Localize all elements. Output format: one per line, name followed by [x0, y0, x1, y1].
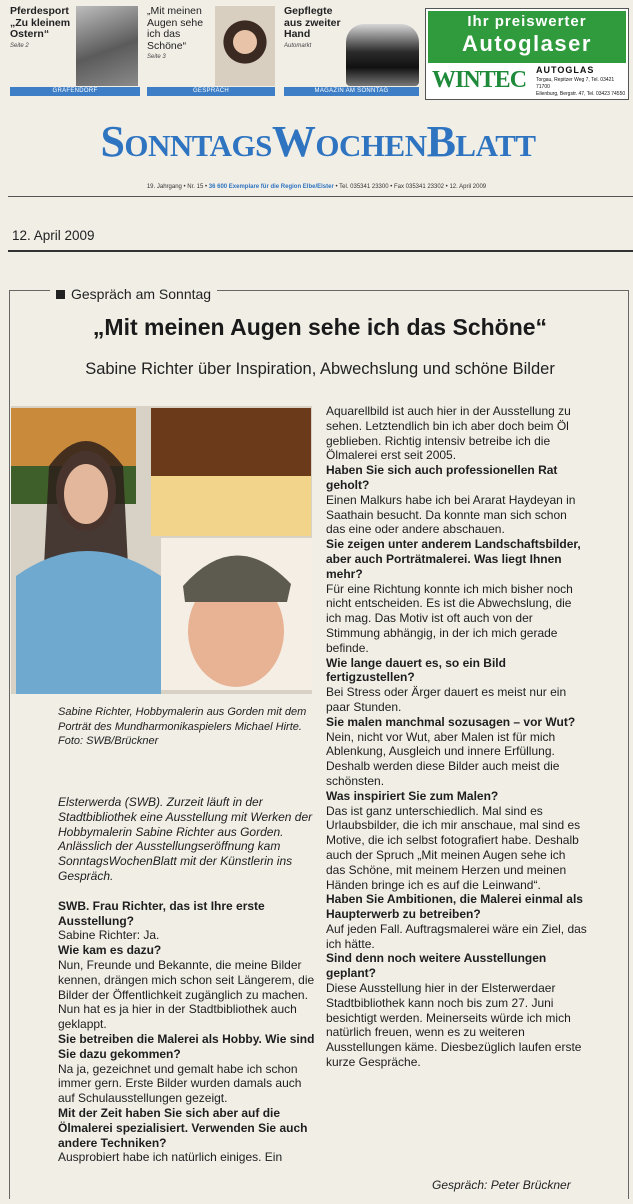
interview-question: Sind denn noch weitere Ausstellungen geplant?: [326, 951, 547, 981]
ad-subtitle: AUTOGLAS: [536, 65, 595, 75]
article-photo-illustration: [11, 406, 312, 694]
interview-answer: Sabine Richter: Ja.: [58, 928, 160, 943]
issue-date: 12. April 2009: [12, 228, 95, 243]
teaser-section: GRÄFENDORF: [10, 87, 140, 96]
interview-answer: Einen Malkurs habe ich bei Ararat Haydeyan in Saathain besucht. Da konnte man sich schon das eine oder andere abschauen.: [326, 492, 576, 537]
interview-question: Sie betreiben die Malerei als Hobby. Wie sind Sie dazu gekommen?: [58, 1031, 315, 1061]
ad-address-line: Eilenburg, Bergstr. 47, Tel. 03423 74550: [536, 91, 626, 97]
photo-caption: Sabine Richter, Hobbymalerin aus Gorden mit dem Porträt des Mundharmonikaspielers Michael Hirte. Foto: SWB/Brückner: [58, 706, 307, 747]
interview-answer: Auf jeden Fall. Auftragsmalerei wäre ein Ziel, das ich hätte.: [326, 921, 587, 951]
interview-question: Sie zeigen unter anderem Landschaftsbilder, aber auch Porträtmalerei. Was liegt Ihnen mehr?: [326, 537, 581, 581]
interview-answer: Ausprobiert habe ich natürlich einiges. Ein: [58, 1150, 283, 1165]
interview-question: Mit der Zeit haben Sie sich aber auf die Ölmalerei spezialisiert. Verwenden Sie auch andere Techniken?: [58, 1105, 308, 1150]
teaser-page: Seite 2: [10, 42, 29, 49]
imprint-text: • Tel. 035341 23300 • Fax 035341 23302 • 12. April 2009: [335, 184, 487, 190]
article-column-right: [326, 404, 588, 1070]
teaser-page: Seite 3: [147, 54, 166, 60]
ad-banner: [428, 11, 626, 63]
divider: [8, 196, 633, 197]
teaser-section: GESPRÄCH: [147, 87, 275, 96]
interview-question: Wie kam es dazu?: [58, 943, 162, 958]
interview-question: Haben Sie Ambitionen, die Malerei einmal als Haupterwerb zu betreiben?: [326, 892, 583, 922]
horses-photo: [76, 6, 138, 86]
interview-question: Haben Sie sich auch professionellen Rat geholt?: [326, 463, 558, 492]
article-headline: „Mit meinen Augen sehe ich das Schöne“: [92, 314, 548, 340]
divider: [8, 250, 633, 252]
teaser-section: MAGAZIN AM SONNTAG: [284, 87, 419, 96]
interview-answer: Nun, Freunde und Bekannte, die meine Bilder kennen, drängen mich schon seit Längerem, die Bilder der Öffentlichkeit zugänglich zu machen. Nun hat es ja hier in der Stadtbibliothek auch geklappt.: [58, 957, 315, 1032]
teaser-title: „Mit meinen Augen sehe ich das Schöne“: [147, 6, 204, 52]
teaser-page: Automarkt: [284, 42, 312, 49]
interview-answer: Nein, nicht vor Wut, aber Malen ist für mich Ablenkung, Ausgleich und innere Erfüllung. Deshalb werden diese Bilder auch meist die schönsten.: [326, 729, 560, 788]
interview-answer: Bei Stress oder Ärger dauert es meist nur ein paar Stunden.: [326, 685, 567, 714]
autoglass-ad[interactable]: [425, 8, 629, 100]
interview-answer: Diese Ausstellung hier in der Elsterwerdaer Stadtbibliothek kann noch bis zum 27. Juni besichtigt werden. Meinerseits würde ich mich natürlich freuen, wenn es zu weiteren Ausstellungen käme. Diesbezüglich laufen erste kurze Gespräche.: [326, 981, 582, 1070]
teaser-sport[interactable]: [10, 6, 140, 98]
ad-line2: Autoglaser: [462, 31, 592, 56]
interview-question: SWB. Frau Richter, das ist Ihre erste Ausstellung?: [58, 898, 265, 928]
article-subheadline: Sabine Richter über Inspiration, Abwechslung und schöne Bilder: [85, 360, 555, 378]
teaser-title: Pferdesport „Zu kleinem Ostern“: [10, 6, 71, 40]
kicker-label: Gespräch am Sonntag: [71, 286, 212, 302]
ad-brand-logo: WINTEC: [432, 67, 527, 93]
interview-credit: Gespräch: Peter Brückner: [432, 1178, 571, 1192]
ad-address-line: Torgau, Repitzer Weg 7, Tel. 03421 71700: [536, 77, 615, 90]
interview-answer: Das ist ganz unterschiedlich. Mal sind es Urlaubsbilder, die ich mir anschaue, mal sind es Motive, die ich selbst fotografiert habe. Deshalb auch der Spruch „Mit meinen Augen sehe ich das Schöne, mit meinem Herzen und meinen Händen bringe ich es auf die Leinwand“.: [326, 803, 581, 892]
imprint-line: [0, 184, 633, 190]
ad-line1: Ihr preiswerter: [467, 13, 587, 30]
teaser-interview[interactable]: [147, 6, 275, 98]
imprint-text: 19. Jahrgang • Nr. 15 •: [146, 184, 208, 190]
ad-address: [536, 77, 628, 98]
interview-question: Wie lange dauert es, so ein Bild fertigzustellen?: [326, 655, 506, 685]
article-kicker: [50, 286, 217, 302]
interview-answer: Na ja, gezeichnet und gemalt habe ich schon immer gern. Erste Bilder wurden damals auch auf Schulausstellungen gezeigt.: [58, 1061, 302, 1106]
teaser-title: Gepflegte aus zweiter Hand: [284, 6, 341, 40]
square-bullet-icon: [56, 290, 65, 299]
interview-question: Was inspiriert Sie zum Malen?: [326, 788, 499, 803]
article-intro: Elsterwerda (SWB). Zurzeit läuft in der Stadtbibliothek eine Ausstellung mit Werken der Hobbymalerin Sabine Richter aus Gorden. Anlässlich der Ausstellungseröffnung kam SonntagsWochenBlatt mit der Künstlerin ins Gespräch.: [58, 795, 313, 883]
portrait-photo: [215, 6, 275, 86]
interview-question: Sie malen manchmal sozusagen – vor Wut?: [326, 714, 576, 729]
interview-answer: Für eine Richtung konnte ich mich bisher noch nicht entscheiden. Es ist die Abwechslung, die ich mag. Das Motiv ist oft auch von der Stimmung abhängig, in der ich mich gerade befinde.: [326, 581, 573, 655]
imprint-circulation: 36 600 Exemplare für die Region Elbe/Elster: [208, 184, 334, 190]
teaser-cars[interactable]: [284, 6, 419, 98]
interview-answer: Aquarellbild ist auch hier in der Ausstellung zu sehen. Letztendlich bin ich aber doch beim Öl geblieben. Richtig intensiv betreibe ich die Ölmalerei erst seit 2005.: [326, 404, 571, 463]
article-column-left: [58, 795, 316, 1165]
article-photo: [11, 406, 312, 694]
masthead: SonntagsWochenBlatt: [100, 117, 536, 166]
car-photo: [346, 24, 419, 86]
